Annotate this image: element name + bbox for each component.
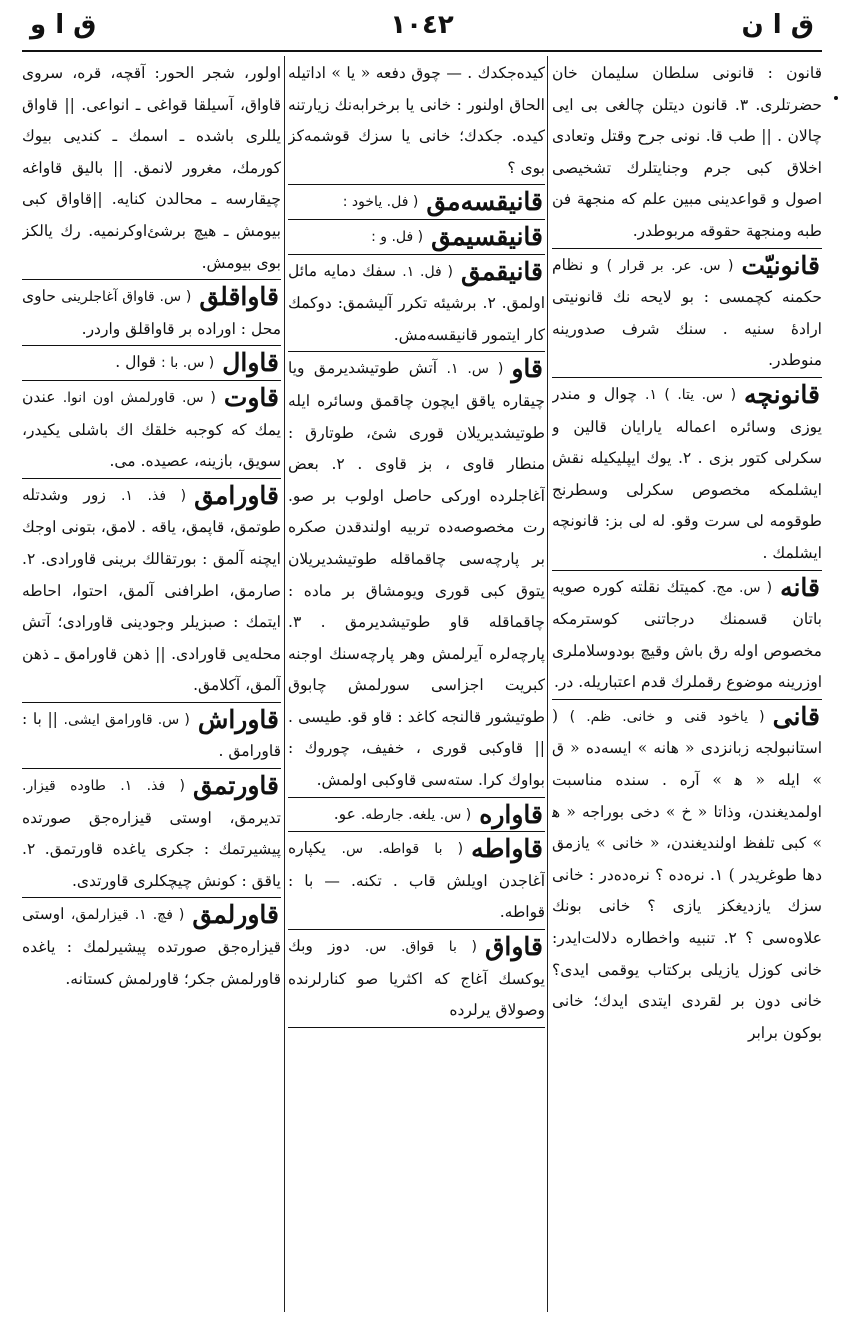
entry-definition: حاوى محل : اوراده بر قاواقلق واردر.: [22, 287, 281, 338]
column-middle: [288, 58, 545, 1312]
entry-headword: قاورتمق: [193, 771, 279, 801]
entry-grammar-tag: ( س. يتا. ) ١.: [645, 386, 737, 403]
entry-headword: قانيقسه‌مق: [426, 187, 543, 217]
entry-grammar-tag: ( فل. ١.: [402, 263, 453, 280]
entry-grammar-tag: ( فذ. ١. طاوده قيزار.: [22, 778, 186, 795]
entry-continuation: [22, 58, 281, 279]
entry-headword: قانيقمق: [460, 256, 543, 286]
entry-continuation: [552, 58, 822, 248]
entry-headword: قاورامق: [194, 480, 279, 510]
entry-grammar-tag: ( س‌. عر. بر قرار ): [606, 257, 734, 274]
entry-definition: سفك دمايه مائل اولمق. ٢. برشيئه تكرر آليشمق: دوكمك كار ايتمور قانيقسه‌مش.: [288, 261, 545, 344]
entry-definition: دوز وبك يوكسك آغاج كه اكثريا صو كنارلرنده وصولاق يرلرده: [288, 937, 545, 1020]
entry-grammar-tag: ( س. يلغه. جارطه.: [360, 806, 472, 823]
entry-definition: آتش طوتيشديرمق ويا چيقاره ياقق ايچون چاقمق وسائره ايله طوتيشديريلان قورى شئ، طوتارق : منطار قاوى ، بز قاوى . ٢. بعض آغاجلرده اوركى حاصل اولوب بر صو. رت مخصوصه‌ده تربيه اولندقدن صكره بر پارچه‌سى چاقماقله طوتيشديريلان يتوق كبى قورى ويومشاق بر ماده : چاقماقله قاو طوتيشديرمق . ٣. پارچه‌لره آيرلمش وهر پارچه‌سنك اوجنه كبريت اجزاسى سورلمش چابوق طوتيشور قالنجه كاغد : قاو قو. طيسى . || قاوكبى قورى ، خفيف، چوروك : بواوك كرا. سته‌سى قاوكبى اولمش.: [288, 359, 545, 790]
entry-headword: قاواقلق: [199, 282, 279, 312]
entry-headword: قانى: [772, 701, 820, 731]
entry-headword: قاورلمق: [192, 900, 279, 930]
column-divider-left: [284, 56, 285, 1312]
dictionary-entry: [22, 768, 281, 897]
dictionary-entry: [288, 797, 545, 832]
dictionary-entry: [288, 184, 545, 219]
entry-definition: كميتك نقلته كوره صويه باتان قسمنك درجاتنى كوسترمكه مخصوص اوله رق باش وقيچ بودوسلاملرى اوزرينه موضوع رقملرك قدم اعتباريله. در.: [552, 577, 822, 692]
entry-headword: قانه: [780, 572, 820, 602]
entry-headword: قانونچه: [744, 379, 820, 409]
entry-headword: قاواطه: [471, 834, 543, 864]
entry-grammar-tag: ( س. مج.: [711, 579, 773, 596]
entry-definition: ( استانبولجه زبانزدى « هانه » ايسه‌ده « ق » ايله « ﻫ » آره . سنده مناسبت اولمديغندن، وذاتا « خ » دخى بوراجه « ﻫ » كبى تلفظ اولنديغندن، « خانى » يازمق دها طوغريدر ) ١. نره‌ده ؟ نره‌ده‌در : خانى سزك يازديغكز يازى ؟ خانى بونك علاوه‌سى ؟ ٢. تنبيه واخطاره دلالت‌ايدر: خانى كوزل يازيلى بركتاب يوقمى ايدى؟ خانى دون بر لقردى ايتدى ايدك؛ خانى بوكون برابر: [552, 706, 822, 1042]
entry-definition: عو.: [333, 804, 356, 823]
dictionary-entry: [552, 248, 822, 377]
entry-headword: قاوال: [222, 348, 279, 378]
entry-definition: عندن يمك كه كوجبه خلقك اك باشلى يكيدر، سويق، بازينه، عصيده. مى.: [22, 387, 281, 471]
dictionary-entry: [552, 570, 822, 699]
entry-headword: قاوراش: [197, 704, 279, 734]
entry-definition: || با : قاورامق .: [22, 709, 281, 761]
entry-definition: قوال .: [115, 353, 157, 372]
entry-headword: قاواق: [485, 932, 543, 962]
header-right-letters: ق ا ن: [741, 10, 814, 40]
dictionary-entry: [22, 345, 281, 380]
header-left-letters: ق ا و: [30, 10, 97, 40]
margin-dot: [834, 96, 838, 100]
page-number: ١٠٤٢: [390, 10, 454, 40]
entry-definition: چوال و مندر يوزى وسائره اعماله يارايان قالين و سكرلى كتور بزى . ٢. يوك ايپليكيله نقش ايشلمكه مخصوص سكرلى وسطرنج طوقومه لى سرت وقو. له لى بز: قانونچه ايشلمك .: [552, 384, 822, 562]
dictionary-entry: [288, 831, 545, 929]
entry-definition: كيده‌جكدك . — چوق دفعه « يا » اداتيله الحاق اولنور : خانى يا برخرابه‌نك زيارتنه كيده. جكدك؛ خانى يا سزك قوشمه‌كز بوى ؟: [288, 64, 545, 177]
entry-headword: قاواره: [479, 799, 543, 829]
entry-definition: و نظام حكمنه كچمسى : بو لايحه نك قانونيتى ارادهٔ سنيه . سنك شرف صدورينه منوطدر.: [552, 255, 822, 370]
dictionary-entry: [22, 897, 281, 995]
entry-grammar-tag: ( س. قاورلمش اون انوا.: [62, 389, 216, 406]
entry-grammar-tag: ( فذ. ١.: [120, 487, 187, 504]
entry-headword: قاوت: [223, 382, 279, 412]
entry-continuation: [288, 58, 545, 184]
entry-grammar-tag: ( با قواق. س.: [364, 939, 477, 956]
entry-grammar-tag: ( فل. و :: [371, 228, 424, 245]
dictionary-entry: [22, 380, 281, 478]
dictionary-entry: [22, 702, 281, 768]
entry-definition: قانون : قانونى سلطان سليمان خان حضرتلرى. ٣. قانون ديتلن چالغى بى ايى چالان . || طب قا. نونى جرح وقتل وتعادى اخلاق كبى جرم وجنايتلرك تشخيصى اصول و قواعدينى مبين علم كه منجهة فن طبه ومنجهة حقوقه مربوطدر.: [552, 64, 822, 240]
entry-headword: قانيقسيمق: [431, 221, 543, 251]
entry-grammar-tag: ( ياخود قنى و خانى. ظم. ): [569, 708, 765, 725]
header-rule: [22, 50, 822, 52]
column-right: [552, 58, 822, 1312]
entry-grammar-tag: ( س. ١.: [446, 361, 504, 378]
dictionary-entry: [22, 478, 281, 702]
entry-grammar-tag: ( فچ. ١. قيزارلمق،: [70, 907, 185, 924]
dictionary-entry: [22, 279, 281, 345]
dictionary-entry: [288, 254, 545, 352]
dictionary-entry: [288, 351, 545, 796]
entry-grammar-tag: ( س. قاواق آغاجلرينى: [61, 289, 192, 306]
dictionary-entry: [288, 219, 545, 254]
entry-definition: زور وشدتله طوتمق، قاپمق، ياقه . لامق، بتونى اوجك ايچنه آلمق : بورتقالك برينى قاورادى. ٢. صارمق، اطرافنى آلمق، احتوا، احاطه ايتمك : صبزيلر وجودينى قاورادى؛ آتش محله‌يى قاورادى. || ذهن قاورامق ـ ذهن آلمق، آكلامق.: [22, 485, 281, 695]
page-header: [22, 8, 822, 48]
entry-definition: اوستى قيزاره‌جق صورتده پيشيرلمك : ياغده قاورلمش جكر؛ قاورلمش كستانه.: [22, 905, 281, 988]
entry-headword: قانونيّت: [741, 250, 820, 280]
entry-grammar-tag: ( س. با :: [161, 355, 215, 372]
entry-definition: اولور، شجر الحور: آقچه، قره، سروى قاواق، آسيلقا قواغى ـ انواعى. || قاواق يللرى باشده ـ اسمك ـ كنديى بيوك كورمك، مغرور لانمق. || باليق قاواغه چيقارسه ـ محالدن كنايه. ||قاواق كبى بيومش ـ هيچ برشئ‌اوكرنميه. رك يالكز بوى بيومش.: [22, 64, 281, 272]
column-left: [22, 58, 281, 1312]
column-divider-right: [547, 56, 548, 1312]
dictionary-entry: [288, 1027, 545, 1029]
entry-grammar-tag: ( فل. ياخود :: [342, 194, 419, 211]
entry-definition: تديرمق، اوستى قيزاره‌جق صورتده پيشيرتمك : جكرى ياغده قاورتمق. ٢. ياقق : كونش چيچكلرى قاورتدى.: [22, 808, 281, 890]
entry-headword: قاو: [511, 354, 543, 384]
entry-definition: يكپاره آغاجدن اويلش قاب . تكنه. — با : قواطه.: [288, 839, 545, 922]
entry-grammar-tag: ( س. قاورامق ايشى.: [63, 711, 190, 728]
entry-grammar-tag: ( با قواطه. س.: [341, 841, 464, 858]
dictionary-entry: [552, 377, 822, 570]
dictionary-entry: [552, 699, 822, 1050]
dictionary-entry: [288, 929, 545, 1027]
